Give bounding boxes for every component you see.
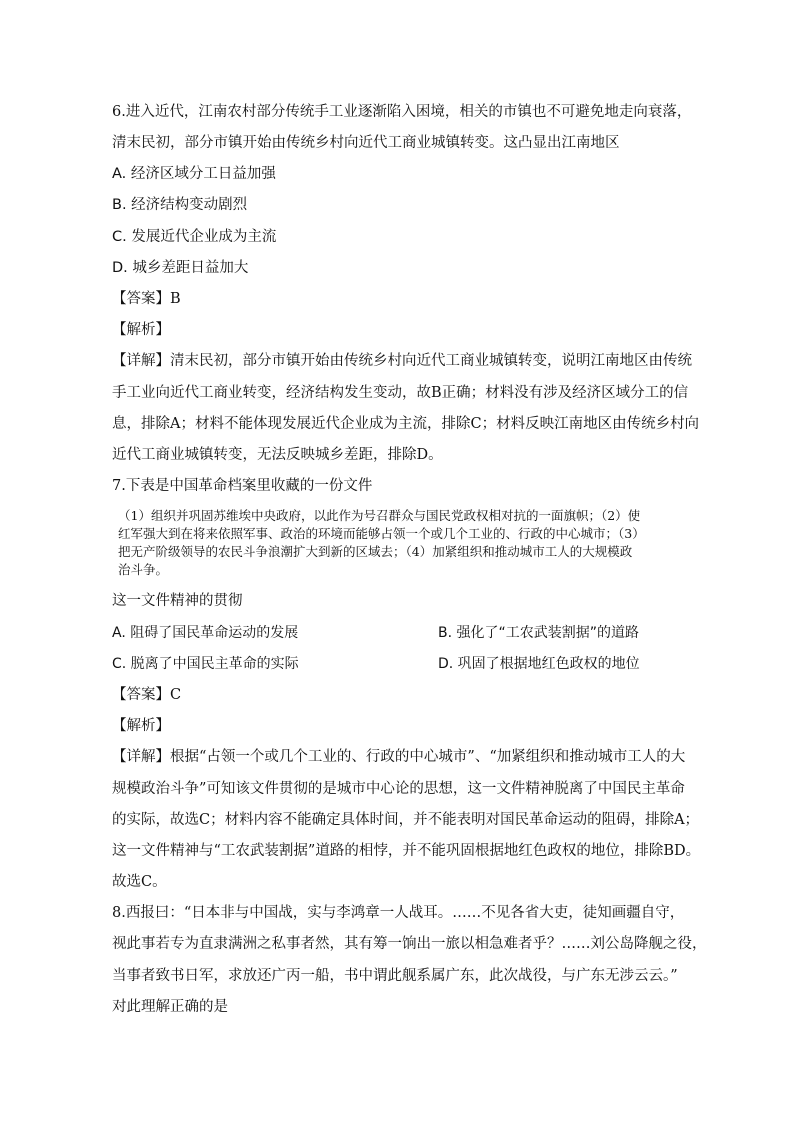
q7-stem: 7.下表是中国革命档案里收藏的一份文件 [112, 478, 373, 494]
q7-option-b: B. 强化了“工农武装割据”的道路 [438, 625, 640, 641]
q7-option-a: A. 阻碍了国民革命运动的发展 [112, 625, 299, 641]
q7-analysis-label: 【解析】 [112, 718, 170, 734]
q6-detail-line: 近代工商业城镇转变，无法反映城乡差距，排除D。 [112, 447, 443, 463]
q6-analysis-label: 【解析】 [112, 322, 170, 338]
q8-stem-line: 视此事若专为直隶满洲之私事者然，其有筹一饷出一旅以相急难者乎？……刘公岛降舰之役， [112, 936, 707, 952]
q6-option-d: D. 城乡差距日益加大 [112, 260, 249, 276]
q6-option-a: A. 经济区域分工日益加强 [112, 166, 276, 182]
q7-question: 这一文件精神的贯彻 [112, 593, 243, 609]
q6-option-b: B. 经济结构变动剧烈 [112, 197, 248, 213]
q6-detail-line: 息，排除A；材料不能体现发展近代企业成为主流，排除C；材料反映江南地区由传统乡村向 [112, 416, 700, 432]
q7-quote-line: 治斗争。 [118, 562, 169, 577]
q7-option-d: D. 巩固了根据地红色政权的地位 [438, 656, 640, 672]
q8-stem-line: 当事者致书日军，求放还广丙一船，书中谓此舰系属广东，此次战役，与广东无涉云云。” [112, 968, 678, 984]
q8-stem-line: 对此理解正确的是 [112, 999, 228, 1015]
q6-option-c: C. 发展近代企业成为主流 [112, 229, 277, 245]
q7-detail-line: 【详解】根据“占领一个或几个工业的、行政的中心城市”、“加紧组织和推动城市工人的大 [112, 749, 686, 765]
q7-quote-line: 红军强大到在将来依照军事、政治的环境而能够占领一个或几个工业的、行政的中心城市；（3） [118, 526, 645, 541]
q7-option-c: C. 脱离了中国民主革命的实际 [112, 656, 299, 672]
q7-detail-line: 这一文件精神与“工农武装割据”道路的相悖，并不能巩固根据地红色政权的地位，排除BD。 [112, 843, 701, 859]
q7-detail-line: 的实际，故选C；材料内容不能确定具体时间，并不能表明对国民革命运动的阻碍，排除A； [112, 812, 700, 828]
q6-stem-line: 清末民初，部分市镇开始由传统乡村向近代工商业城镇转变。这凸显出江南地区 [112, 135, 620, 151]
q8-stem-line: 8.西报曰：“日本非与中国战，实与李鸿章一人战耳。……不见各省大吏，徒知画疆自守， [112, 905, 685, 921]
q6-detail-line: 手工业向近代工商业转变，经济结构发生变动，故B正确；材料没有涉及经济区域分工的信 [112, 385, 689, 401]
q7-detail-line: 故选C。 [112, 874, 167, 890]
q7-quote-line: 把无产阶级领导的农民斗争浪潮扩大到新的区域去；（4）加紧组织和推动城市工人的大规模政 [118, 544, 633, 559]
q6-detail-line: 【详解】清末民初，部分市镇开始由传统乡村向近代工商业城镇转变，说明江南地区由传统 [112, 353, 692, 369]
q7-quote-line: （1）组织并巩固苏维埃中央政府，以此作为号召群众与国民党政权相对抗的一面旗帜；（2）使 [118, 508, 641, 523]
q6-answer: 【答案】B [112, 291, 181, 307]
q7-detail-line: 规模政治斗争”可知该文件贯彻的是城市中心论的思想，这一文件精神脱离了中国民主革命 [112, 781, 685, 797]
q7-answer: 【答案】C [112, 687, 182, 703]
q6-stem-line: 6.进入近代，江南农村部分传统手工业逐渐陷入困境，相关的市镇也不可避免地走向衰落， [112, 104, 692, 120]
